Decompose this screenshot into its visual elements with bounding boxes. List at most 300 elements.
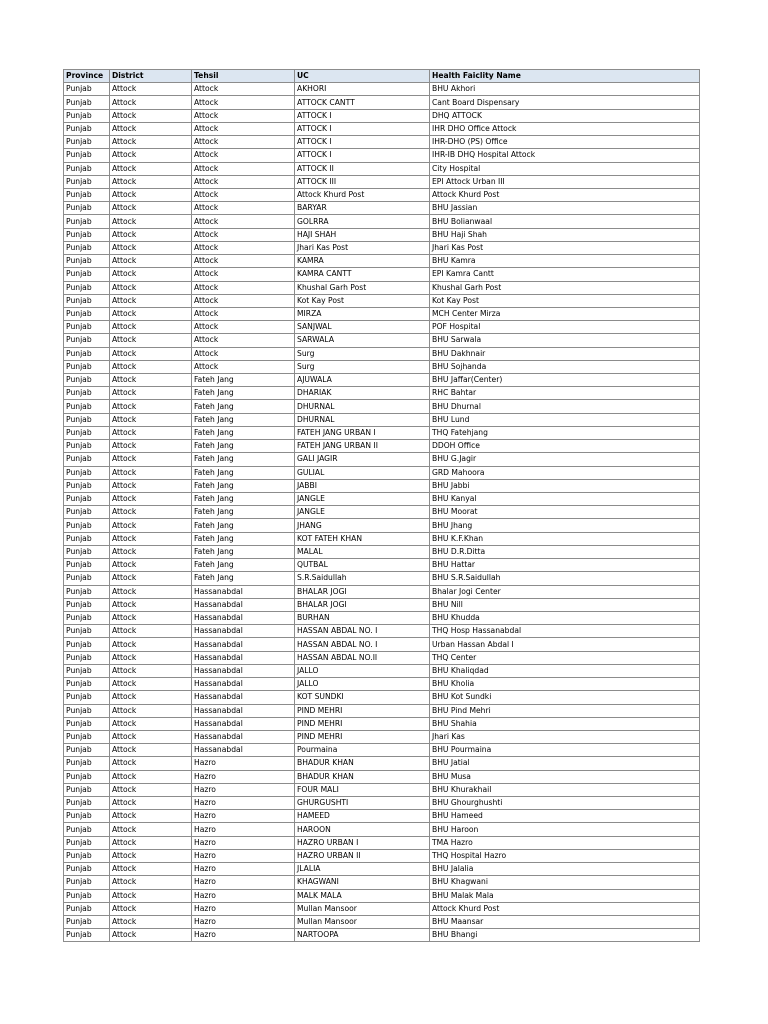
- table-row: [64, 625, 700, 638]
- province-cell: Punjab: [64, 307, 110, 320]
- province-cell: Punjab: [64, 466, 110, 479]
- header-uc: UC: [295, 70, 430, 83]
- tehsil-cell: Hazro: [192, 797, 295, 810]
- district-cell: Attock: [110, 506, 192, 519]
- tehsil-cell: Hazro: [192, 823, 295, 836]
- province-cell: Punjab: [64, 717, 110, 730]
- tehsil-cell: Hassanabdal: [192, 678, 295, 691]
- facility-name-cell: BHU Maansar: [430, 916, 700, 929]
- uc-cell: S.R.Saidullah: [295, 572, 430, 585]
- facility-name-cell: BHU G.Jagir: [430, 453, 700, 466]
- facility-name-cell: BHU Musa: [430, 770, 700, 783]
- facility-name-cell: IHR-IB DHQ Hospital Attock: [430, 149, 700, 162]
- table-row: [64, 413, 700, 426]
- facility-name-cell: IHR DHO Office Attock: [430, 122, 700, 135]
- tehsil-cell: Fateh Jang: [192, 440, 295, 453]
- uc-cell: HASSAN ABDAL NO. I: [295, 638, 430, 651]
- tehsil-cell: Hassanabdal: [192, 625, 295, 638]
- uc-cell: PIND MEHRI: [295, 704, 430, 717]
- province-cell: Punjab: [64, 493, 110, 506]
- facility-name-cell: GRD Mahoora: [430, 466, 700, 479]
- table-row: [64, 823, 700, 836]
- province-cell: Punjab: [64, 651, 110, 664]
- uc-cell: BHALAR JOGI: [295, 598, 430, 611]
- uc-cell: JALLO: [295, 678, 430, 691]
- tehsil-cell: Hazro: [192, 836, 295, 849]
- district-cell: Attock: [110, 268, 192, 281]
- table-row: [64, 387, 700, 400]
- province-cell: Punjab: [64, 294, 110, 307]
- district-cell: Attock: [110, 598, 192, 611]
- district-cell: Attock: [110, 493, 192, 506]
- tehsil-cell: Fateh Jang: [192, 413, 295, 426]
- uc-cell: FATEH JANG URBAN I: [295, 426, 430, 439]
- table-row: [64, 506, 700, 519]
- table-row: [64, 545, 700, 558]
- province-cell: Punjab: [64, 783, 110, 796]
- table-row: [64, 149, 700, 162]
- uc-cell: MIRZA: [295, 307, 430, 320]
- province-cell: Punjab: [64, 625, 110, 638]
- district-cell: Attock: [110, 889, 192, 902]
- province-cell: Punjab: [64, 281, 110, 294]
- district-cell: Attock: [110, 730, 192, 743]
- uc-cell: JANGLE: [295, 506, 430, 519]
- table-row: [64, 929, 700, 942]
- district-cell: Attock: [110, 347, 192, 360]
- table-row: [64, 889, 700, 902]
- tehsil-cell: Fateh Jang: [192, 426, 295, 439]
- facility-name-cell: BHU Malak Mala: [430, 889, 700, 902]
- uc-cell: ATTOCK I: [295, 122, 430, 135]
- uc-cell: Attock Khurd Post: [295, 188, 430, 201]
- uc-cell: HAMEED: [295, 810, 430, 823]
- district-cell: Attock: [110, 678, 192, 691]
- district-cell: Attock: [110, 797, 192, 810]
- table-row: [64, 136, 700, 149]
- uc-cell: ATTOCK III: [295, 175, 430, 188]
- province-cell: Punjab: [64, 889, 110, 902]
- table-row: [64, 83, 700, 96]
- province-cell: Punjab: [64, 572, 110, 585]
- uc-cell: BHADUR KHAN: [295, 770, 430, 783]
- table-row: [64, 519, 700, 532]
- uc-cell: FATEH JANG URBAN II: [295, 440, 430, 453]
- district-cell: Attock: [110, 175, 192, 188]
- district-cell: Attock: [110, 479, 192, 492]
- district-cell: Attock: [110, 691, 192, 704]
- tehsil-cell: Attock: [192, 149, 295, 162]
- tehsil-cell: Hazro: [192, 902, 295, 915]
- tehsil-cell: Hazro: [192, 783, 295, 796]
- facility-name-cell: BHU Bolianwaal: [430, 215, 700, 228]
- tehsil-cell: Fateh Jang: [192, 559, 295, 572]
- tehsil-cell: Attock: [192, 360, 295, 373]
- tehsil-cell: Fateh Jang: [192, 572, 295, 585]
- uc-cell: KAMRA CANTT: [295, 268, 430, 281]
- province-cell: Punjab: [64, 162, 110, 175]
- uc-cell: Mullan Mansoor: [295, 902, 430, 915]
- province-cell: Punjab: [64, 387, 110, 400]
- facility-name-cell: BHU Haji Shah: [430, 228, 700, 241]
- tehsil-cell: Hazro: [192, 863, 295, 876]
- facility-name-cell: Urban Hassan Abdal I: [430, 638, 700, 651]
- district-cell: Attock: [110, 321, 192, 334]
- district-cell: Attock: [110, 466, 192, 479]
- tehsil-cell: Fateh Jang: [192, 545, 295, 558]
- table-row: [64, 453, 700, 466]
- uc-cell: HAROON: [295, 823, 430, 836]
- uc-cell: AJUWALA: [295, 374, 430, 387]
- tehsil-cell: Hazro: [192, 757, 295, 770]
- province-cell: Punjab: [64, 268, 110, 281]
- table-row: [64, 268, 700, 281]
- district-cell: Attock: [110, 585, 192, 598]
- table-row: [64, 228, 700, 241]
- tehsil-cell: Fateh Jang: [192, 466, 295, 479]
- table-row: [64, 241, 700, 254]
- header-row: [64, 70, 700, 83]
- facility-name-cell: BHU Pourmaina: [430, 744, 700, 757]
- facility-name-cell: Bhalar Jogi Center: [430, 585, 700, 598]
- tehsil-cell: Hassanabdal: [192, 585, 295, 598]
- province-cell: Punjab: [64, 202, 110, 215]
- district-cell: Attock: [110, 902, 192, 915]
- province-cell: Punjab: [64, 109, 110, 122]
- facility-name-cell: BHU Kanyal: [430, 493, 700, 506]
- tehsil-cell: Attock: [192, 109, 295, 122]
- tehsil-cell: Attock: [192, 347, 295, 360]
- uc-cell: HAZRO URBAN II: [295, 849, 430, 862]
- uc-cell: HASSAN ABDAL NO.II: [295, 651, 430, 664]
- uc-cell: FOUR MALI: [295, 783, 430, 796]
- facility-name-cell: BHU K.F.Khan: [430, 532, 700, 545]
- district-cell: Attock: [110, 810, 192, 823]
- province-cell: Punjab: [64, 188, 110, 201]
- province-cell: Punjab: [64, 374, 110, 387]
- tehsil-cell: Hazro: [192, 889, 295, 902]
- facility-name-cell: BHU Ghourghushti: [430, 797, 700, 810]
- province-cell: Punjab: [64, 797, 110, 810]
- tehsil-cell: Attock: [192, 188, 295, 201]
- uc-cell: DHURNAL: [295, 413, 430, 426]
- facility-name-cell: THQ Center: [430, 651, 700, 664]
- district-cell: Attock: [110, 136, 192, 149]
- tehsil-cell: Fateh Jang: [192, 479, 295, 492]
- province-cell: Punjab: [64, 255, 110, 268]
- tehsil-cell: Hassanabdal: [192, 611, 295, 624]
- uc-cell: BHADUR KHAN: [295, 757, 430, 770]
- table-header: [64, 70, 700, 83]
- uc-cell: HAZRO URBAN I: [295, 836, 430, 849]
- table-row: [64, 307, 700, 320]
- uc-cell: SARWALA: [295, 334, 430, 347]
- facility-name-cell: BHU Haroon: [430, 823, 700, 836]
- tehsil-cell: Attock: [192, 307, 295, 320]
- table-row: [64, 215, 700, 228]
- facility-name-cell: Jhari Kas: [430, 730, 700, 743]
- header-district: District: [110, 70, 192, 83]
- province-cell: Punjab: [64, 598, 110, 611]
- facility-name-cell: BHU Sojhanda: [430, 360, 700, 373]
- tehsil-cell: Attock: [192, 202, 295, 215]
- table-row: [64, 836, 700, 849]
- uc-cell: QUTBAL: [295, 559, 430, 572]
- table-row: [64, 334, 700, 347]
- uc-cell: SANJWAL: [295, 321, 430, 334]
- table-row: [64, 360, 700, 373]
- district-cell: Attock: [110, 545, 192, 558]
- tehsil-cell: Fateh Jang: [192, 400, 295, 413]
- facility-name-cell: Kot Kay Post: [430, 294, 700, 307]
- tehsil-cell: Fateh Jang: [192, 532, 295, 545]
- province-cell: Punjab: [64, 730, 110, 743]
- district-cell: Attock: [110, 664, 192, 677]
- tehsil-cell: Attock: [192, 96, 295, 109]
- facility-name-cell: BHU Shahia: [430, 717, 700, 730]
- table-row: [64, 188, 700, 201]
- table-row: [64, 717, 700, 730]
- tehsil-cell: Hazro: [192, 810, 295, 823]
- tehsil-cell: Hassanabdal: [192, 598, 295, 611]
- province-cell: Punjab: [64, 453, 110, 466]
- province-cell: Punjab: [64, 136, 110, 149]
- province-cell: Punjab: [64, 440, 110, 453]
- facility-name-cell: BHU Jhang: [430, 519, 700, 532]
- uc-cell: DHURNAL: [295, 400, 430, 413]
- province-cell: Punjab: [64, 506, 110, 519]
- district-cell: Attock: [110, 400, 192, 413]
- table-row: [64, 678, 700, 691]
- uc-cell: KOT SUNDKI: [295, 691, 430, 704]
- district-cell: Attock: [110, 916, 192, 929]
- table-row: [64, 783, 700, 796]
- province-cell: Punjab: [64, 863, 110, 876]
- table-row: [64, 175, 700, 188]
- tehsil-cell: Attock: [192, 321, 295, 334]
- uc-cell: KAMRA: [295, 255, 430, 268]
- table-row: [64, 691, 700, 704]
- district-cell: Attock: [110, 783, 192, 796]
- facility-name-cell: TMA Hazro: [430, 836, 700, 849]
- table-row: [64, 704, 700, 717]
- table-row: [64, 902, 700, 915]
- facility-name-cell: BHU Dhurnal: [430, 400, 700, 413]
- district-cell: Attock: [110, 863, 192, 876]
- tehsil-cell: Fateh Jang: [192, 519, 295, 532]
- province-cell: Punjab: [64, 215, 110, 228]
- table-row: [64, 347, 700, 360]
- uc-cell: ATTOCK II: [295, 162, 430, 175]
- district-cell: Attock: [110, 96, 192, 109]
- district-cell: Attock: [110, 255, 192, 268]
- uc-cell: PIND MEHRI: [295, 717, 430, 730]
- uc-cell: GOLRRA: [295, 215, 430, 228]
- province-cell: Punjab: [64, 149, 110, 162]
- facility-name-cell: BHU S.R.Saidullah: [430, 572, 700, 585]
- table-row: [64, 559, 700, 572]
- tehsil-cell: Attock: [192, 241, 295, 254]
- district-cell: Attock: [110, 83, 192, 96]
- table-row: [64, 321, 700, 334]
- uc-cell: AKHORI: [295, 83, 430, 96]
- district-cell: Attock: [110, 413, 192, 426]
- table-row: [64, 400, 700, 413]
- tehsil-cell: Fateh Jang: [192, 506, 295, 519]
- province-cell: Punjab: [64, 876, 110, 889]
- uc-cell: JALLO: [295, 664, 430, 677]
- province-cell: Punjab: [64, 519, 110, 532]
- province-cell: Punjab: [64, 122, 110, 135]
- district-cell: Attock: [110, 334, 192, 347]
- province-cell: Punjab: [64, 175, 110, 188]
- uc-cell: MALK MALA: [295, 889, 430, 902]
- header-province: Province: [64, 70, 110, 83]
- tehsil-cell: Attock: [192, 175, 295, 188]
- district-cell: Attock: [110, 849, 192, 862]
- tehsil-cell: Hassanabdal: [192, 651, 295, 664]
- tehsil-cell: Attock: [192, 228, 295, 241]
- district-cell: Attock: [110, 744, 192, 757]
- table-row: [64, 598, 700, 611]
- facility-name-cell: BHU Hameed: [430, 810, 700, 823]
- uc-cell: Jhari Kas Post: [295, 241, 430, 254]
- district-cell: Attock: [110, 281, 192, 294]
- province-cell: Punjab: [64, 704, 110, 717]
- tehsil-cell: Attock: [192, 162, 295, 175]
- uc-cell: PIND MEHRI: [295, 730, 430, 743]
- province-cell: Punjab: [64, 744, 110, 757]
- province-cell: Punjab: [64, 347, 110, 360]
- district-cell: Attock: [110, 625, 192, 638]
- table-row: [64, 426, 700, 439]
- table-row: [64, 651, 700, 664]
- district-cell: Attock: [110, 360, 192, 373]
- district-cell: Attock: [110, 162, 192, 175]
- table-row: [64, 810, 700, 823]
- district-cell: Attock: [110, 757, 192, 770]
- uc-cell: DHARIAK: [295, 387, 430, 400]
- province-cell: Punjab: [64, 360, 110, 373]
- province-cell: Punjab: [64, 545, 110, 558]
- province-cell: Punjab: [64, 691, 110, 704]
- facility-name-cell: Cant Board Dispensary: [430, 96, 700, 109]
- tehsil-cell: Hassanabdal: [192, 664, 295, 677]
- tehsil-cell: Attock: [192, 294, 295, 307]
- uc-cell: Pourmaina: [295, 744, 430, 757]
- uc-cell: Surg: [295, 347, 430, 360]
- table-row: [64, 109, 700, 122]
- province-cell: Punjab: [64, 426, 110, 439]
- province-cell: Punjab: [64, 757, 110, 770]
- province-cell: Punjab: [64, 902, 110, 915]
- facility-name-cell: Attock Khurd Post: [430, 188, 700, 201]
- district-cell: Attock: [110, 215, 192, 228]
- tehsil-cell: Hassanabdal: [192, 704, 295, 717]
- facility-name-cell: BHU Jaffar(Center): [430, 374, 700, 387]
- province-cell: Punjab: [64, 96, 110, 109]
- tehsil-cell: Attock: [192, 255, 295, 268]
- province-cell: Punjab: [64, 479, 110, 492]
- uc-cell: JHANG: [295, 519, 430, 532]
- facility-name-cell: BHU Khudda: [430, 611, 700, 624]
- tehsil-cell: Attock: [192, 268, 295, 281]
- table-row: [64, 849, 700, 862]
- table-row: [64, 122, 700, 135]
- uc-cell: HASSAN ABDAL NO. I: [295, 625, 430, 638]
- uc-cell: GALI JAGIR: [295, 453, 430, 466]
- facility-name-cell: EPI Kamra Cantt: [430, 268, 700, 281]
- table-row: [64, 202, 700, 215]
- facility-name-cell: DDOH Office: [430, 440, 700, 453]
- tehsil-cell: Hassanabdal: [192, 717, 295, 730]
- district-cell: Attock: [110, 929, 192, 942]
- district-cell: Attock: [110, 122, 192, 135]
- province-cell: Punjab: [64, 929, 110, 942]
- facility-name-cell: BHU Moorat: [430, 506, 700, 519]
- facility-name-cell: BHU Akhori: [430, 83, 700, 96]
- district-cell: Attock: [110, 149, 192, 162]
- facility-name-cell: BHU Kamra: [430, 255, 700, 268]
- facility-name-cell: Jhari Kas Post: [430, 241, 700, 254]
- district-cell: Attock: [110, 374, 192, 387]
- tehsil-cell: Attock: [192, 136, 295, 149]
- header-tehsil: Tehsil: [192, 70, 295, 83]
- province-cell: Punjab: [64, 823, 110, 836]
- facility-name-cell: THQ Fatehjang: [430, 426, 700, 439]
- province-cell: Punjab: [64, 770, 110, 783]
- province-cell: Punjab: [64, 611, 110, 624]
- province-cell: Punjab: [64, 664, 110, 677]
- table-row: [64, 863, 700, 876]
- uc-cell: KOT FATEH KHAN: [295, 532, 430, 545]
- tehsil-cell: Fateh Jang: [192, 453, 295, 466]
- district-cell: Attock: [110, 453, 192, 466]
- district-cell: Attock: [110, 440, 192, 453]
- table-row: [64, 638, 700, 651]
- uc-cell: JABBI: [295, 479, 430, 492]
- district-cell: Attock: [110, 611, 192, 624]
- facility-name-cell: BHU Pind Mehri: [430, 704, 700, 717]
- uc-cell: Kot Kay Post: [295, 294, 430, 307]
- table-row: [64, 916, 700, 929]
- district-cell: Attock: [110, 241, 192, 254]
- district-cell: Attock: [110, 532, 192, 545]
- facility-name-cell: BHU Hattar: [430, 559, 700, 572]
- tehsil-cell: Fateh Jang: [192, 374, 295, 387]
- province-cell: Punjab: [64, 585, 110, 598]
- tehsil-cell: Hazro: [192, 876, 295, 889]
- district-cell: Attock: [110, 228, 192, 241]
- district-cell: Attock: [110, 876, 192, 889]
- table-row: [64, 294, 700, 307]
- district-cell: Attock: [110, 836, 192, 849]
- spreadsheet: [63, 69, 699, 942]
- table-row: [64, 664, 700, 677]
- district-cell: Attock: [110, 519, 192, 532]
- facility-name-cell: BHU Lund: [430, 413, 700, 426]
- facility-name-cell: BHU Khaliqdad: [430, 664, 700, 677]
- tehsil-cell: Hassanabdal: [192, 691, 295, 704]
- tehsil-cell: Hazro: [192, 770, 295, 783]
- province-cell: Punjab: [64, 916, 110, 929]
- table-row: [64, 479, 700, 492]
- district-cell: Attock: [110, 704, 192, 717]
- table-row: [64, 876, 700, 889]
- tehsil-cell: Hassanabdal: [192, 730, 295, 743]
- header-health-facility-name: Health Faiclity Name: [430, 70, 700, 83]
- facility-name-cell: BHU Bhangi: [430, 929, 700, 942]
